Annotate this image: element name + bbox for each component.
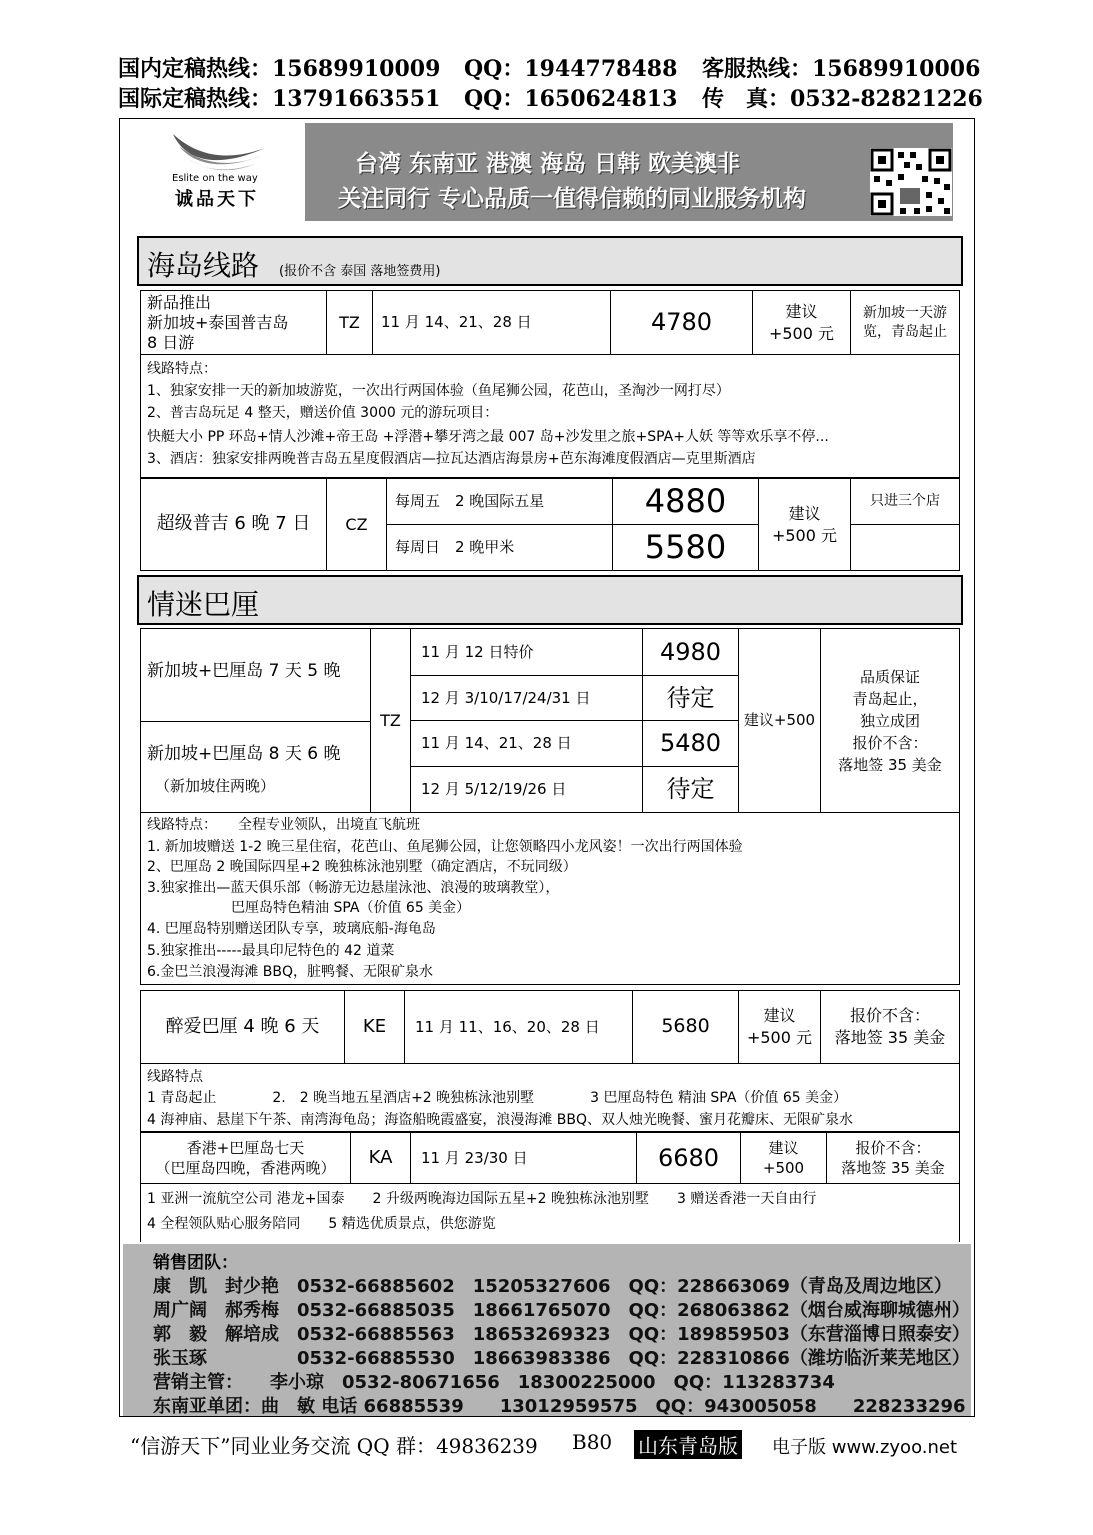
- feature-line: 2、巴厘岛 2 晚国际四星+2 晚独栋泳池别墅（确定酒店，不玩同级）: [147, 859, 577, 875]
- route-name: 超级普吉 6 晚 7 日: [141, 479, 327, 570]
- route-remark: 只进三个店: [870, 493, 940, 510]
- suggested-markup: 建议 +500: [741, 1133, 827, 1183]
- departure-dates: 11 月 23/30 日: [411, 1133, 637, 1183]
- price: 4780: [611, 291, 753, 354]
- route-features: [140, 355, 960, 478]
- airline-code: KE: [345, 991, 405, 1063]
- route-subnote: （新加坡住两晚）: [155, 777, 276, 795]
- departure-dates: 11 月 12 日特价: [411, 629, 643, 675]
- route-name: 香港+巴厘岛七天 （巴厘岛四晚，香港两晚）: [141, 1133, 351, 1183]
- suggested-markup: 建议+500: [739, 629, 821, 812]
- section-note: (报价不含 泰国 落地签费用): [279, 264, 441, 279]
- route-name-cell: [141, 629, 371, 721]
- feature-line: 线路特点: [147, 1069, 203, 1085]
- page-number: B80: [572, 1430, 613, 1454]
- airline-code: TZ: [371, 629, 411, 812]
- section-bali: [137, 575, 963, 625]
- feature-line: 3.独家推出—蓝天俱乐部（畅游无边悬崖泳池、浪漫的玻璃教堂），: [147, 880, 560, 896]
- qr-code-icon: [870, 148, 952, 216]
- feature-line: 4 全程领队贴心服务陪同 5 精选优质景点，供您游览: [147, 1216, 496, 1232]
- suggested-markup: 建议 +500 元: [759, 479, 851, 570]
- departure-dates: 12 月 5/12/19/26 日: [411, 767, 643, 812]
- price: 6680: [637, 1133, 741, 1183]
- price: 待定: [643, 767, 739, 812]
- bali-routes-table: [140, 628, 960, 813]
- feature-line: 4 海神庙、悬崖下午茶、南湾海龟岛；海盗船晚霞盛宴，浪漫海滩 BBQ、双人烛光晚餐、蜜月花瓣床、无限矿泉水: [147, 1112, 854, 1128]
- feature-line: 线路特点：: [147, 361, 217, 377]
- qq-group: “信游天下”同业业务交流 QQ 群：49836239: [130, 1434, 538, 1458]
- suggested-markup: 建议 +500 元: [753, 291, 851, 354]
- logo-chinese: 诚品天下: [175, 189, 259, 210]
- wing-logo-icon: [165, 126, 275, 176]
- sales-contact: 张玉琢 0532-66885530 18663983386 QQ：228310866（潍坊临沂莱芜地区）: [153, 1348, 970, 1369]
- sea-group-contact: 东南亚单团：曲 敏 电话 66885539 13012959575 QQ：943005058 228233296: [153, 1396, 966, 1417]
- logo-english: Eslite on the way: [172, 173, 258, 184]
- price: 4980: [643, 629, 739, 675]
- intl-hotline: 国际定稿热线：13791663551: [118, 86, 441, 112]
- sales-team-panel: [123, 1244, 971, 1416]
- route-row: [140, 990, 960, 1064]
- price: 4880: [613, 479, 759, 524]
- feature-line: 1 亚洲一流航空公司 港龙+国泰 2 升级两晚海边国际五星+2 晚独栋泳池别墅 3 赠送香港一天自由行: [147, 1191, 817, 1207]
- feature-line: 2、普吉岛玩足 4 整天，赠送价值 3000 元的游玩项目：: [147, 405, 499, 421]
- feature-line: 巴厘岛特色精油 SPA（价值 65 美金）: [147, 900, 471, 916]
- price: 5480: [643, 721, 739, 766]
- sales-contact: 郭 毅 解培成 0532-66885563 18653269323 QQ：189859503（东营淄博日照泰安）: [153, 1324, 970, 1345]
- price: 5680: [633, 991, 739, 1063]
- departure-dates: 12 月 3/10/17/24/31 日: [411, 676, 643, 720]
- feature-line: 4. 巴厘岛特别赠送团队专享，玻璃底船-海龟岛: [147, 921, 436, 937]
- sales-title: 销售团队：: [153, 1253, 238, 1273]
- option-date: 每周五 2 晚国际五星: [387, 479, 613, 524]
- route-name: 醉爱巴厘 4 晚 6 天: [141, 991, 345, 1063]
- banner-destinations: 台湾 东南亚 港澳 海岛 日韩 欧美澳非: [355, 151, 741, 177]
- feature-line: 快艇大小 PP 环岛+情人沙滩+帝王岛 +浮潜+攀牙湾之最 007 岛+沙发里之旅+SPA+人妖 等等欢乐享不停...: [147, 429, 829, 445]
- feature-line: 1 青岛起止 2. 2 晚当地五星酒店+2 晚独栋泳池别墅 3 巴厘岛特色 精油 SPA（价值 65 美金）: [147, 1090, 848, 1106]
- price: 5580: [613, 525, 759, 570]
- service-hotline: 客服热线：15689910006: [702, 56, 981, 82]
- route-row: [140, 478, 960, 571]
- feature-line: 1、独家安排一天的新加坡游览，一次出行两国体验（鱼尾狮公园，花芭山，圣淘沙一网打尽）: [147, 383, 730, 399]
- section-title: 海岛线路: [147, 249, 260, 282]
- route-row: [140, 1132, 960, 1184]
- route-remark: 新加坡一天游 览，青岛起止: [863, 304, 947, 340]
- intl-qq: QQ：1650624813: [464, 86, 678, 112]
- section-title: 情迷巴厘: [147, 588, 260, 621]
- route-features: [140, 1184, 960, 1242]
- banner-slogan: 关注同行 专心品质一值得信赖的同业服务机构: [338, 186, 807, 212]
- airline-code: CZ: [327, 479, 387, 570]
- route-features: [140, 1064, 960, 1132]
- fax-number: 传 真：0532-82821226: [702, 86, 983, 112]
- route-name: 新加坡+巴厘岛 8 天 6 晚: [147, 744, 341, 764]
- route-features: [140, 813, 960, 985]
- route-remark: 品质保证 青岛起止， 独立成团 报价不含： 落地签 35 美金: [838, 667, 942, 774]
- route-name-cell: [141, 722, 371, 812]
- domestic-hotline: 国内定稿热线：15689910009: [118, 56, 441, 82]
- feature-line: 3、酒店：独家安排两晚普吉岛五星度假酒店—拉瓦达酒店海景房+芭东海滩度假酒店—克里斯酒店: [147, 451, 756, 467]
- sales-contact: 康 凯 封少艳 0532-66885602 15205327606 QQ：228663069（青岛及周边地区）: [153, 1276, 952, 1297]
- option-date: 每周日 2 晚甲米: [387, 525, 613, 570]
- route-remark: 报价不含： 落地签 35 美金: [834, 1006, 946, 1047]
- route-name: 新品推出 新加坡+泰国普吉岛 8 日游: [141, 291, 327, 354]
- feature-line: 线路特点： 全程专业领队，出境直飞航班: [147, 817, 420, 833]
- airline-code: TZ: [327, 291, 373, 354]
- suggested-markup: 建议 +500 元: [739, 991, 821, 1063]
- departure-dates: 11 月 11、16、20、28 日: [405, 991, 633, 1063]
- route-row: [140, 290, 960, 355]
- route-remark: 报价不含： 落地签 35 美金: [841, 1139, 945, 1177]
- airline-code: KA: [351, 1133, 411, 1183]
- departure-dates: 11 月 14、21、28 日: [373, 291, 611, 354]
- website-link[interactable]: 电子版 www.zyoo.net: [772, 1437, 958, 1458]
- departure-dates: 11 月 14、21、28 日: [411, 721, 643, 766]
- edition-badge: 山东青岛版: [634, 1430, 742, 1459]
- domestic-qq: QQ：1944778488: [464, 56, 678, 82]
- feature-line: 5.独家推出-----最具印尼特色的 42 道菜: [147, 943, 395, 959]
- feature-line: 6.金巴兰浪漫海滩 BBQ，脏鸭餐、无限矿泉水: [147, 964, 434, 980]
- route-name: 新加坡+巴厘岛 7 天 5 晚: [147, 661, 341, 681]
- sales-contact: 周广阔 郝秀梅 0532-66885035 18661765070 QQ：268063862（烟台威海聊城德州）: [153, 1300, 970, 1321]
- feature-line: 1. 新加坡赠送 1-2 晚三星住宿，花芭山、鱼尾狮公园，让您领略四小龙风姿！一次出行两国体验: [147, 839, 743, 855]
- price: 待定: [643, 676, 739, 720]
- sales-manager: 营销主管： 李小琼 0532-80671656 18300225000 QQ：113283734: [153, 1372, 835, 1393]
- section-island-routes: [137, 236, 963, 286]
